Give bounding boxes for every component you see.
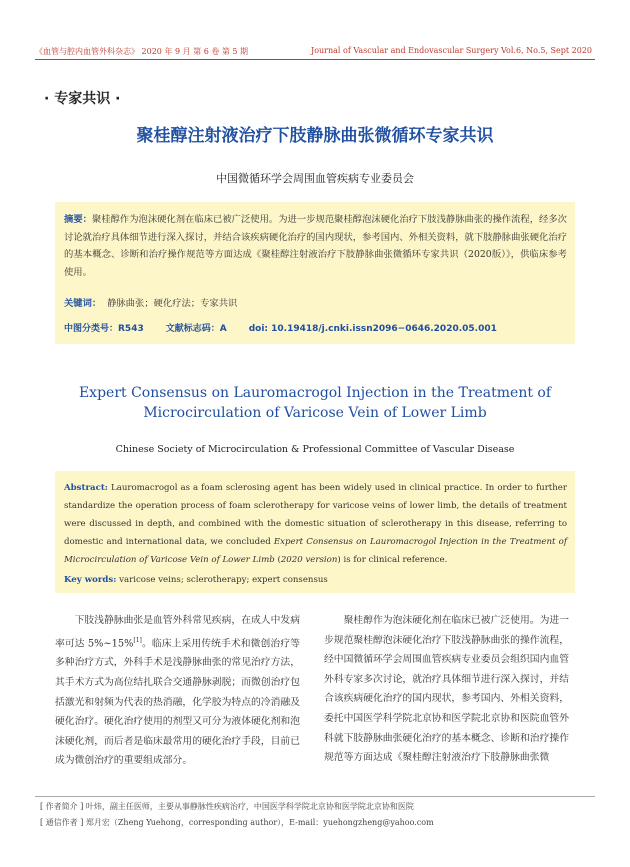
abstract-version-italic: 2020 version: [280, 555, 338, 565]
article-title-cn: 聚桂醇注射液治疗下肢静脉曲张微循环专家共识: [136, 126, 494, 146]
body-left-text-b: 。临床上采用传统手术和微创治疗等多种治疗方式，外科手术是浅静脉曲张的常见治疗方法，其手术方式为高位结扎联合交通静脉剥脱；而微创治疗包括激光和射频为代表的热消融，化学胶为特点的冷消融及硬化治疗。硬化治疗使用的剂型又可分为液体硬化剂和泡沫硬化剂，而后者是临床最常用的硬化治疗手段，目前已成为微创治疗的重要组成部分。: [55, 637, 300, 767]
body-left-text-a: 下肢浅静脉曲张是血管外科常见疾病，在成人中发病率可达 5%~15%: [55, 615, 300, 649]
classification-line: [64, 321, 519, 334]
abstract-en: [64, 479, 567, 569]
keywords-label-en: Key words:: [64, 575, 117, 585]
body-column-left: [55, 611, 300, 771]
abstract-label-cn: 摘要：: [64, 214, 92, 225]
article-title-en: Expert Consensus on Lauromacrogol Injection in the Treatment of Microcirculation of Varicose Vein of Lower Limb: [78, 385, 552, 421]
author-cn: 中国微循环学会周围血管疾病专业委员会: [216, 172, 414, 185]
author-en: Chinese Society of Microcirculation & Professional Committee of Vascular Disease: [115, 444, 515, 455]
keywords-en: [64, 575, 328, 585]
footnote-author-intro: [ 作者简介 ] 叶炜，副主任医师，主要从事静脉性疾病治疗，中国医学科学院北京协和医学院北京协和医院: [40, 802, 414, 811]
abstract-cn: [64, 211, 567, 281]
body-column-right: [324, 611, 569, 768]
header-divider: [35, 59, 595, 60]
abstract-text-cn: 聚桂醇作为泡沫硬化剂在临床已被广泛使用。为进一步规范聚桂醇泡沫硬化治疗下肢浅静脉曲张的操作流程，经多次讨论就治疗具体细节进行深入探讨，并结合该疾病硬化治疗的国内现状，参考国内、外相关资料，就下肢静脉曲张硬化治疗的基本概念、诊断和治疗操作规范等方面达成《聚桂醇注射液治疗下肢静脉曲张微循环专家共识（2020版）》，供临床参考使用。: [64, 214, 567, 278]
abstract-text-en-b: (: [274, 555, 281, 565]
doi-link[interactable]: doi: 10.19418/j.cnki.issn2096−0646.2020.05.001: [248, 324, 497, 334]
keywords-text-en: varicose veins; sclerotherapy; expert consensus: [119, 575, 328, 585]
reference-1[interactable]: [1]: [133, 636, 142, 644]
footnote-corresponding: [ 通信作者 ] 郑月宏（Zheng Yuehong，corresponding author），E-mail：yuehongzheng@yahoo.com: [40, 818, 434, 827]
footnote-divider: [35, 796, 595, 797]
document-code: 文献标志码：A: [165, 324, 227, 334]
abstract-text-en: Lauromacrogol as a foam sclerosing agent has been widely used in clinical practice. In order to further standardize the operation process of foam sclerotherapy for varicose veins of lower limb, the details of treatment were discussed in depth, and combined with the domestic situation of sclerotherapy in this disease, referring to domestic and international data, we concluded: [64, 483, 567, 547]
abstract-label-en: Abstract:: [64, 483, 108, 493]
journal-header-en: Journal of Vascular and Endovascular Surgery Vol.6, No.5, Sept 2020: [310, 46, 592, 55]
keywords-text-cn: 静脉曲张；硬化疗法；专家共识: [107, 298, 238, 309]
section-tag: · 专家共识 ·: [44, 91, 121, 107]
keywords-label-cn: 关键词：: [64, 298, 102, 309]
abstract-text-en-c: ) is for clinical reference.: [337, 555, 448, 565]
keywords-cn: [64, 295, 237, 309]
body-right-text: 聚桂醇作为泡沫硬化剂在临床已被广泛使用。为进一步规范聚桂醇泡沫硬化治疗下肢浅静脉曲张的操作流程，经中国微循环学会周围血管疾病专业委员会组织国内血管外科专家多次讨论，就治疗具体细节进行深入探讨，并结合该疾病硬化治疗的国内现状，参考国内、外相关资料，委托中国医学科学院北京协和医学院北京协和医院血管外科就下肢静脉曲张硬化治疗的基本概念、诊断和治疗操作规范等方面达成《聚桂醇注射液治疗下肢静脉曲张微: [324, 615, 569, 764]
clc-number: 中图分类号：R543: [64, 324, 144, 334]
abstract-title-italic: Expert Consensus on Lauromacrogol Injection in the Treatment of Microcirculation of Varicose Vein of Lower Limb: [64, 537, 567, 565]
journal-header-cn: 《血管与腔内血管外科杂志》 2020 年 9 月 第 6 卷 第 5 期: [35, 47, 249, 56]
